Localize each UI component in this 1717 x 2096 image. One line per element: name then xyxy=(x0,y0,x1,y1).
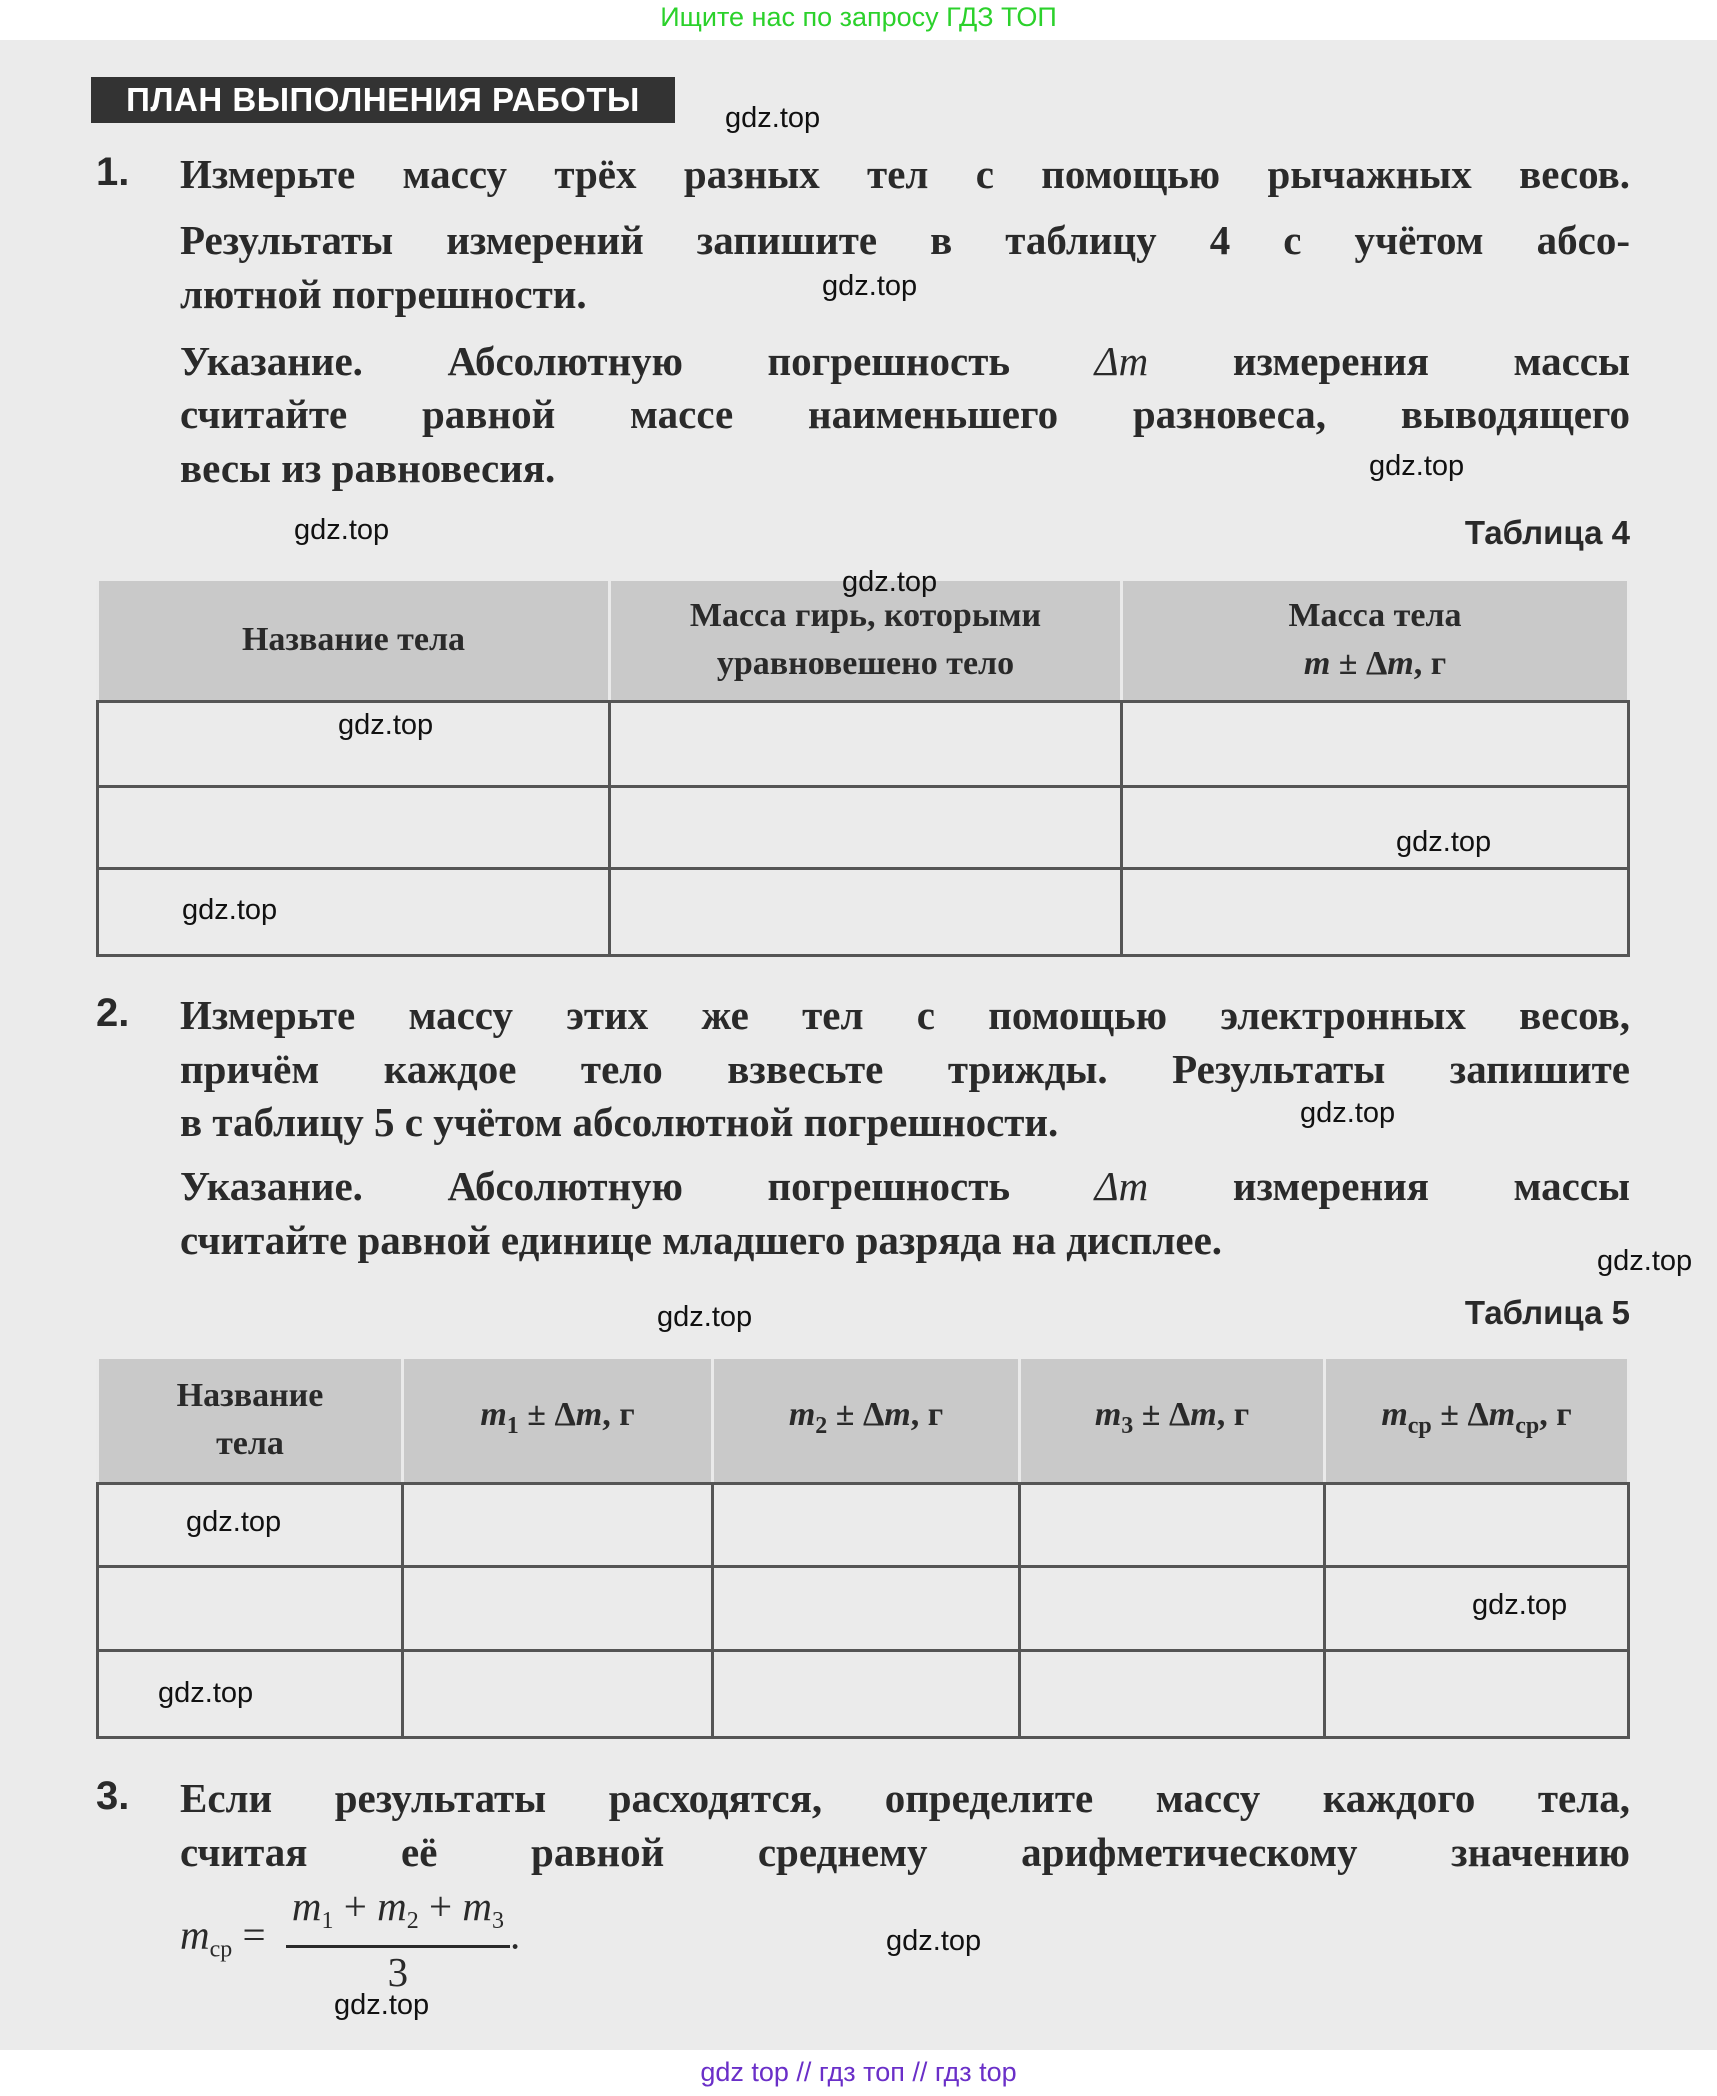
watermark: gdz.top xyxy=(338,709,434,741)
table-cell[interactable] xyxy=(610,868,1122,955)
hint-text: Абсолютную погрешность xyxy=(362,338,1095,384)
col-header xyxy=(98,1359,403,1483)
pm: ± Δ xyxy=(827,1395,885,1433)
var: m xyxy=(1094,1395,1122,1433)
sub: 2 xyxy=(815,1412,828,1439)
col-header xyxy=(1122,581,1629,701)
search-banner[interactable]: Ищите нас по запросу ГДЗ ТОП xyxy=(660,2,1057,32)
hint-label: Указание. xyxy=(180,338,363,384)
sub: 1 xyxy=(506,1412,519,1439)
pm: ± Δ xyxy=(1133,1395,1191,1433)
sub: 3 xyxy=(491,1908,504,1934)
numerator xyxy=(286,1882,510,1948)
watermark: gdz.top xyxy=(842,566,938,598)
watermark: gdz.top xyxy=(1597,1245,1693,1277)
watermark: gdz.top xyxy=(1369,450,1465,482)
watermark: gdz.top xyxy=(294,514,390,546)
watermark: gdz.top xyxy=(182,894,278,926)
step1-line: Результаты измерений запишите в таблицу 4 с учётом абсо- xyxy=(180,217,1630,263)
table-row xyxy=(98,1650,1629,1737)
watermark: gdz.top xyxy=(886,1925,982,1957)
footer-banner[interactable]: gdz top // гдз топ // гдз top xyxy=(700,2057,1017,2087)
delta-m: Δm xyxy=(1094,338,1149,384)
col-header xyxy=(713,1359,1020,1483)
var: m xyxy=(575,1395,603,1433)
watermark: gdz.top xyxy=(158,1677,254,1709)
table-cell[interactable] xyxy=(610,701,1122,786)
step2-line: в таблицу 5 с учётом абсолютной погрешности. xyxy=(180,1099,1059,1145)
plus: + xyxy=(333,1883,378,1929)
step2-hint-line: считайте равной единице младшего разряда на дисплее. xyxy=(180,1217,1223,1263)
header-line: уравновешено тело xyxy=(716,645,1015,683)
var: m xyxy=(1488,1395,1516,1433)
sub: ср xyxy=(1407,1412,1432,1439)
unit: , г xyxy=(910,1395,944,1433)
col-header: Название тела xyxy=(98,581,610,701)
col-header xyxy=(1020,1359,1325,1483)
var: m xyxy=(462,1883,492,1929)
table-row xyxy=(98,1566,1629,1650)
step1-hint-line xyxy=(180,336,1630,386)
step-number: 2. xyxy=(96,991,130,1035)
step1-line: Измерьте массу трёх разных тел с помощью рычажных весов. xyxy=(180,151,1630,197)
period: . xyxy=(509,1911,521,1958)
unit: , г xyxy=(1539,1395,1572,1433)
watermark: gdz.top xyxy=(186,1506,282,1538)
table-cell[interactable] xyxy=(98,868,610,955)
table-cell[interactable] xyxy=(403,1650,713,1737)
table-cell[interactable] xyxy=(713,1566,1020,1650)
unit: , г xyxy=(602,1395,635,1433)
section-title: ПЛАН ВЫПОЛНЕНИЯ РАБОТЫ xyxy=(91,77,675,123)
var: m xyxy=(480,1395,507,1433)
table-cell[interactable] xyxy=(98,1566,403,1650)
var: m xyxy=(788,1395,816,1433)
step2-hint-line xyxy=(180,1161,1630,1211)
watermark: gdz.top xyxy=(822,270,918,302)
hint-text: измерения массы xyxy=(1148,338,1631,384)
sub: ср xyxy=(1515,1412,1540,1439)
watermark: gdz.top xyxy=(657,1301,753,1333)
step1-hint-line: весы из равновесия. xyxy=(180,445,556,491)
sub: 1 xyxy=(321,1908,334,1934)
table4-caption: Таблица 4 xyxy=(1464,514,1630,551)
table-cell[interactable] xyxy=(713,1650,1020,1737)
var: m xyxy=(1190,1395,1217,1433)
var: m xyxy=(180,1911,210,1958)
pm: ± Δ xyxy=(1330,645,1388,683)
table-cell[interactable] xyxy=(403,1566,713,1650)
table-cell[interactable] xyxy=(1325,1650,1629,1737)
hint-text: измерения массы xyxy=(1148,1163,1631,1209)
unit: , г xyxy=(1413,645,1447,683)
step-number: 1. xyxy=(96,150,130,194)
step1-line: лютной погрешности. xyxy=(180,271,587,317)
sub: ср xyxy=(209,1936,233,1963)
step2-line: Измерьте массу этих же тел с помощью электронных весов, xyxy=(180,992,1630,1038)
watermark: gdz.top xyxy=(725,102,821,134)
table-5 xyxy=(96,1359,1630,1739)
table5-caption: Таблица 5 xyxy=(1464,1294,1630,1331)
watermark: gdz.top xyxy=(334,1989,430,2021)
table-4 xyxy=(96,581,1630,957)
table-cell[interactable] xyxy=(610,786,1122,868)
table-cell[interactable] xyxy=(1122,868,1629,955)
header-formula xyxy=(1123,640,1627,688)
var: m xyxy=(1381,1395,1408,1433)
unit: , г xyxy=(1216,1395,1250,1433)
step3-line: Если результаты расходятся, определите массу каждого тела, xyxy=(180,1775,1630,1821)
table-cell[interactable] xyxy=(1020,1483,1325,1566)
var: m xyxy=(884,1395,911,1433)
var: m xyxy=(1303,645,1331,683)
table-row xyxy=(98,1483,1629,1566)
watermark: gdz.top xyxy=(1300,1097,1396,1129)
var: m xyxy=(377,1883,407,1929)
step-number: 3. xyxy=(96,1774,130,1818)
col-header xyxy=(403,1359,713,1483)
pm: ± Δ xyxy=(518,1395,576,1433)
equals: = xyxy=(232,1911,276,1958)
table-cell[interactable] xyxy=(403,1483,713,1566)
watermark: gdz.top xyxy=(1472,1589,1568,1621)
denominator: 3 xyxy=(387,1949,409,1995)
step2-line: причём каждое тело взвесьте трижды. Результаты запишите xyxy=(180,1046,1630,1092)
header-line: Масса тела xyxy=(1288,597,1462,635)
delta-m: Δm xyxy=(1094,1163,1149,1209)
table-cell[interactable] xyxy=(1122,701,1629,786)
table-cell[interactable] xyxy=(1020,1650,1325,1737)
hint-text: Абсолютную погрешность xyxy=(362,1163,1095,1209)
header-line: Масса гирь, которыми xyxy=(689,597,1042,635)
table-cell[interactable] xyxy=(713,1483,1020,1566)
col-header xyxy=(610,581,1122,701)
step1-hint-line: считайте равной массе наименьшего разновеса, выводящего xyxy=(180,391,1630,437)
var: m xyxy=(1387,645,1414,683)
sub: 3 xyxy=(1121,1412,1134,1439)
table-row xyxy=(98,701,1629,786)
var: m xyxy=(291,1883,322,1929)
table-cell[interactable] xyxy=(1122,786,1629,868)
plus: + xyxy=(418,1883,463,1929)
table-row xyxy=(98,868,1629,955)
watermark: gdz.top xyxy=(1396,826,1492,858)
table-cell[interactable] xyxy=(1020,1566,1325,1650)
table-cell[interactable] xyxy=(1325,1483,1629,1566)
fraction xyxy=(286,1882,510,1996)
hint-label: Указание. xyxy=(180,1163,363,1209)
header-line: тела xyxy=(216,1425,284,1463)
col-header xyxy=(1325,1359,1629,1483)
header-line: Название xyxy=(176,1377,324,1415)
step3-line: считая её равной среднему арифметическому значению xyxy=(180,1829,1630,1875)
sub: 2 xyxy=(406,1908,419,1934)
table-cell[interactable] xyxy=(98,786,610,868)
pm: ± Δ xyxy=(1431,1395,1489,1433)
